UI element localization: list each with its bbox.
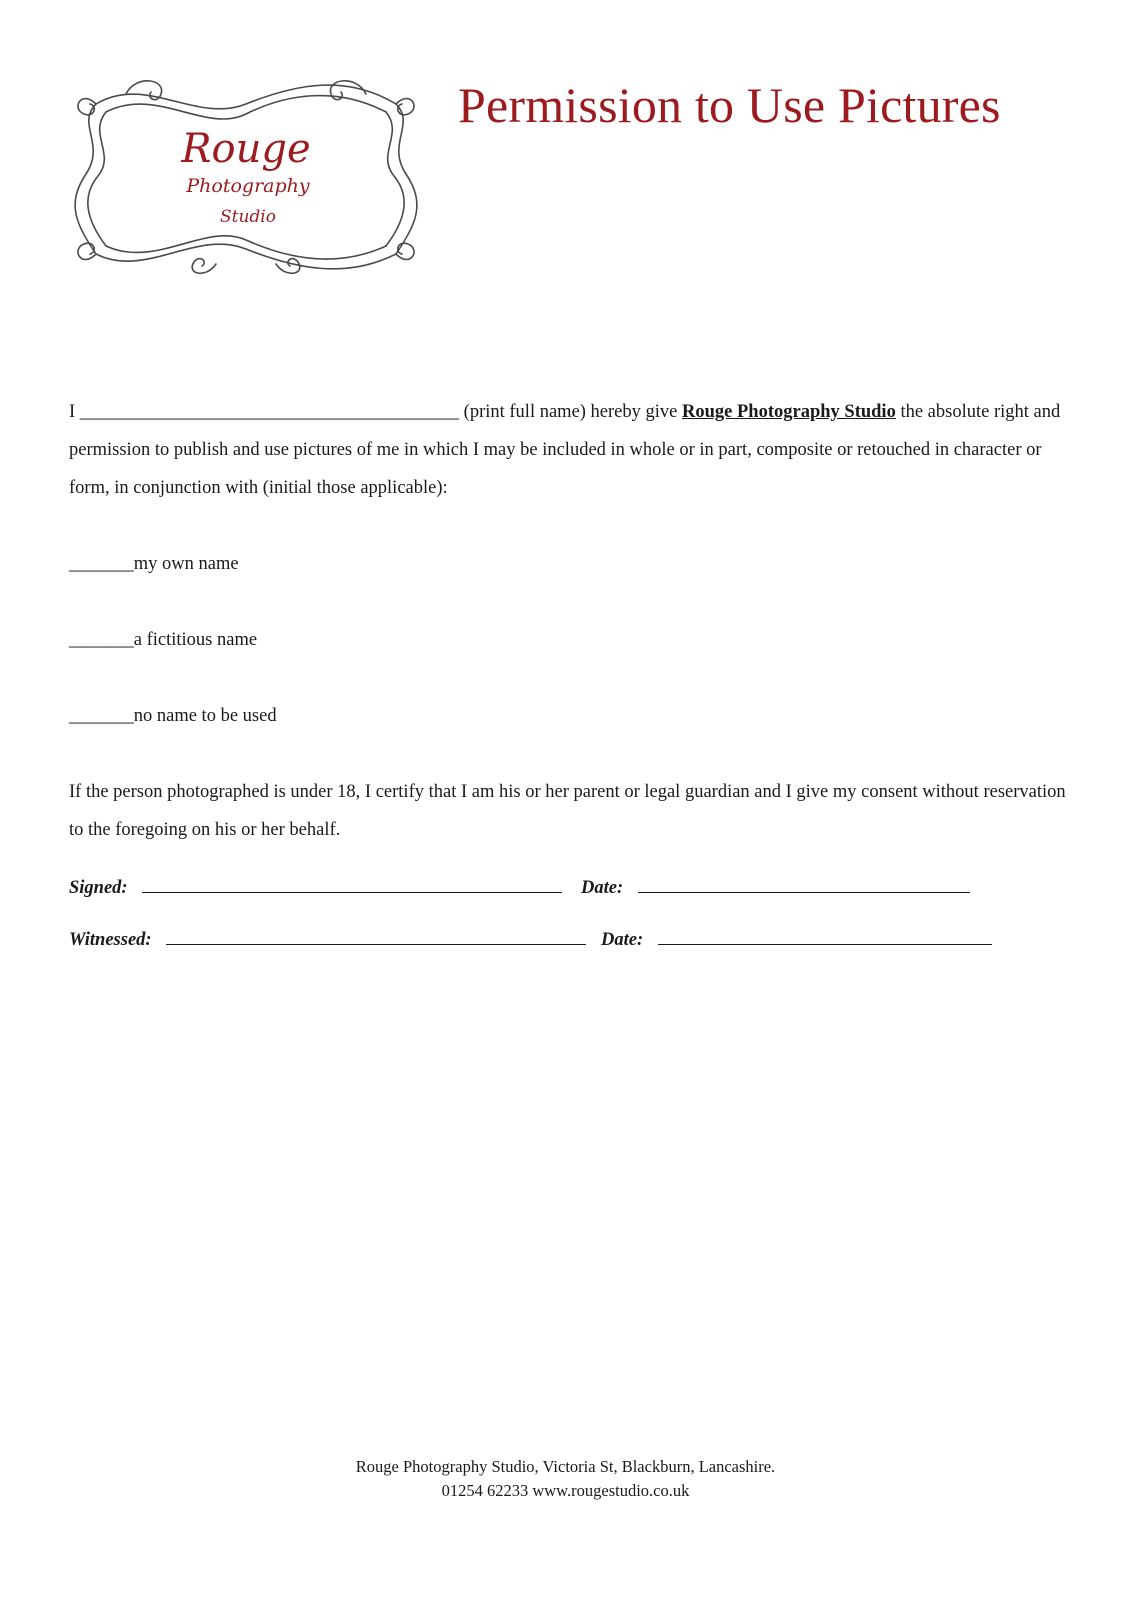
ornamental-frame-icon [66,64,428,286]
guardian-paragraph: If the person photographed is under 18, I certify that I am his or her parent or legal guardian and I give my consent without reservation to the foregoing on his or her behalf. [69,782,1066,840]
intro-prefix: I [69,402,76,422]
witnessed-label: Witnessed: [69,930,152,950]
studio-name-link: Rouge Photography Studio [682,402,896,422]
option-label: a fictitious name [133,630,258,650]
signed-date-label: Date: [581,878,624,898]
studio-logo [66,64,428,286]
option-fictitious-name [69,621,1069,659]
footer-contact: 01254 62233 www.rougestudio.co.uk [441,1481,690,1500]
svg-text:Studio: Studio [220,207,276,227]
footer-address: Rouge Photography Studio, Victoria St, Blackburn, Lancashire. [355,1457,776,1476]
initial-field[interactable]: _______ [69,554,134,574]
svg-text:Rouge: Rouge [181,126,311,172]
intro-suffix: the absolute right and permission to publish and use pictures of me in which I may be included in whole or in part, composite or retouched in character or form, in conjunction with (initial those applicable): [69,402,1061,498]
witnessed-line[interactable] [166,926,586,945]
witnessed-date-label: Date: [601,930,644,950]
full-name-field[interactable]: _________________________________________ [79,402,460,422]
signed-row [69,874,624,899]
footer [0,1455,1131,1503]
initial-field[interactable]: _______ [69,706,134,726]
initial-field[interactable]: _______ [69,630,134,650]
option-no-name [69,697,1069,735]
option-label: no name to be used [133,706,277,726]
svg-text:Photography: Photography [186,175,310,197]
option-label: my own name [133,554,239,574]
signed-date-line[interactable] [638,874,970,893]
witnessed-date-line[interactable] [658,926,992,945]
option-own-name [69,545,1069,583]
witnessed-row [69,926,644,951]
consent-paragraph [69,393,1069,507]
page-title: Permission to Use Pictures [458,77,1001,133]
signed-line[interactable] [142,874,562,893]
intro-mid: (print full name) hereby give [463,402,678,422]
form-body [69,393,1069,849]
signed-label: Signed: [69,878,128,898]
